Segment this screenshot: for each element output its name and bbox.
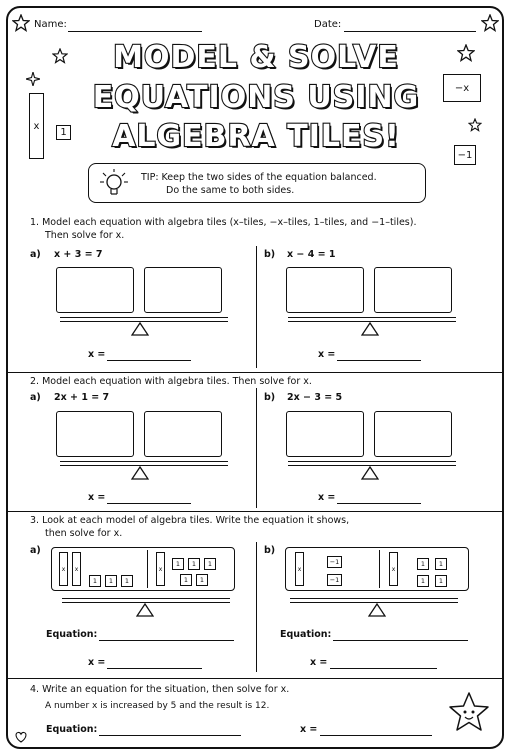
neg-one-tile: −1 xyxy=(327,556,342,568)
right-pan-box[interactable] xyxy=(374,267,452,313)
right-pan-box[interactable] xyxy=(374,411,452,457)
equation-label: Equation: xyxy=(46,724,98,735)
prompt-line: 4. Write an equation for the situation, then solve for x. xyxy=(30,684,290,695)
right-pan-box[interactable] xyxy=(144,411,222,457)
question-2-prompt xyxy=(30,375,312,388)
x-tile: x xyxy=(59,552,68,586)
equation-line[interactable] xyxy=(333,640,468,641)
x-tile: x xyxy=(72,552,81,586)
neg-one-tile-icon: −1 xyxy=(454,145,476,165)
fulcrum-icon xyxy=(361,466,379,480)
prompt-line: 3. Look at each model of algebra tiles. Write the equation it shows, xyxy=(30,515,350,526)
sparkle-icon xyxy=(26,72,40,86)
left-pan-box[interactable] xyxy=(286,411,364,457)
heart-icon xyxy=(14,730,28,744)
x-equals-label: x = xyxy=(88,657,106,668)
column-divider xyxy=(256,246,257,368)
left-pan-box[interactable] xyxy=(56,267,134,313)
tile-model xyxy=(285,547,469,591)
x-tile: x xyxy=(156,552,165,586)
equation-line[interactable] xyxy=(99,735,241,736)
date-label: Date: xyxy=(314,19,342,30)
one-tile: 1 xyxy=(435,558,447,570)
star-icon xyxy=(481,14,499,32)
one-tile: 1 xyxy=(435,575,447,587)
x-equals-label: x = xyxy=(300,724,318,735)
page-title: MODEL & SOLVE xyxy=(113,40,399,75)
one-tile-icon: 1 xyxy=(56,125,71,140)
part-b-label: b) xyxy=(264,545,276,556)
star-icon xyxy=(12,14,30,32)
x-tile: x xyxy=(389,552,398,586)
part-a-label: a) xyxy=(30,249,41,260)
answer-line[interactable] xyxy=(330,668,437,669)
answer-line[interactable] xyxy=(337,503,421,504)
prompt-line: then solve for x. xyxy=(45,528,123,539)
one-tile: 1 xyxy=(180,574,192,586)
answer-line[interactable] xyxy=(107,360,191,361)
equation-text: 2x − 3 = 5 xyxy=(287,392,343,403)
page-title: ALGEBRA TILES! xyxy=(112,119,400,154)
prompt-line: 2. Model each equation with algebra tiles. Then solve for x. xyxy=(30,376,312,387)
answer-line[interactable] xyxy=(107,668,202,669)
fulcrum-icon xyxy=(131,466,149,480)
prompt-line: 1. Model each equation with algebra tiles (x–tiles, −x–tiles, 1–tiles, and −1–tiles). xyxy=(30,217,417,228)
fulcrum-icon xyxy=(368,603,386,617)
lightbulb-icon xyxy=(97,168,131,200)
star-icon xyxy=(457,44,475,62)
prompt-line: Then solve for x. xyxy=(45,230,125,241)
fulcrum-icon xyxy=(361,322,379,336)
prompt-line: A number x is increased by 5 and the result is 12. xyxy=(45,701,270,711)
tip-box xyxy=(88,163,426,203)
star-icon xyxy=(468,118,482,132)
one-tile: 1 xyxy=(89,575,101,587)
neg-one-tile: −1 xyxy=(327,574,342,586)
fulcrum-icon xyxy=(131,322,149,336)
one-tile: 1 xyxy=(188,558,200,570)
left-pan-box[interactable] xyxy=(286,267,364,313)
fulcrum-icon xyxy=(136,603,154,617)
question-1-prompt xyxy=(30,216,417,242)
section-divider xyxy=(8,511,502,512)
right-pan-box[interactable] xyxy=(144,267,222,313)
neg-x-tile-icon: −x xyxy=(443,74,481,102)
question-4-prompt xyxy=(30,683,289,713)
one-tile: 1 xyxy=(196,574,208,586)
answer-line[interactable] xyxy=(107,503,191,504)
part-a-label: a) xyxy=(30,392,41,403)
one-tile: 1 xyxy=(417,575,429,587)
date-field[interactable] xyxy=(344,31,476,32)
x-equals-label: x = xyxy=(318,492,336,503)
x-tile-icon: x xyxy=(29,93,44,159)
one-tile: 1 xyxy=(172,558,184,570)
equation-label: Equation: xyxy=(280,629,332,640)
model-divider xyxy=(147,550,148,588)
name-field[interactable] xyxy=(68,31,202,32)
equation-text: x − 4 = 1 xyxy=(287,249,336,260)
page-title: EQUATIONS USING xyxy=(92,80,420,115)
x-tile: x xyxy=(295,552,304,586)
one-tile: 1 xyxy=(105,575,117,587)
answer-line[interactable] xyxy=(337,360,421,361)
name-label: Name: xyxy=(34,19,67,30)
one-tile: 1 xyxy=(204,558,216,570)
equation-text: 2x + 1 = 7 xyxy=(54,392,110,403)
part-a-label: a) xyxy=(30,545,41,556)
tile-model xyxy=(51,547,235,591)
section-divider xyxy=(8,678,502,679)
model-divider xyxy=(379,550,380,588)
column-divider xyxy=(256,388,257,508)
one-tile: 1 xyxy=(417,558,429,570)
part-b-label: b) xyxy=(264,392,276,403)
star-icon xyxy=(52,48,68,64)
equation-line[interactable] xyxy=(99,640,234,641)
tip-text xyxy=(141,171,377,197)
left-pan-box[interactable] xyxy=(56,411,134,457)
question-3-prompt xyxy=(30,514,349,540)
equation-label: Equation: xyxy=(46,629,98,640)
answer-line[interactable] xyxy=(320,735,432,736)
column-divider xyxy=(256,542,257,672)
section-divider xyxy=(8,372,502,373)
x-equals-label: x = xyxy=(310,657,328,668)
part-b-label: b) xyxy=(264,249,276,260)
equation-text: x + 3 = 7 xyxy=(54,249,103,260)
tip-line: Do the same to both sides. xyxy=(166,185,295,196)
smiling-star-icon xyxy=(446,691,492,733)
x-equals-label: x = xyxy=(318,349,336,360)
tip-line: TIP: Keep the two sides of the equation balanced. xyxy=(141,172,377,183)
x-equals-label: x = xyxy=(88,492,106,503)
one-tile: 1 xyxy=(121,575,133,587)
x-equals-label: x = xyxy=(88,349,106,360)
